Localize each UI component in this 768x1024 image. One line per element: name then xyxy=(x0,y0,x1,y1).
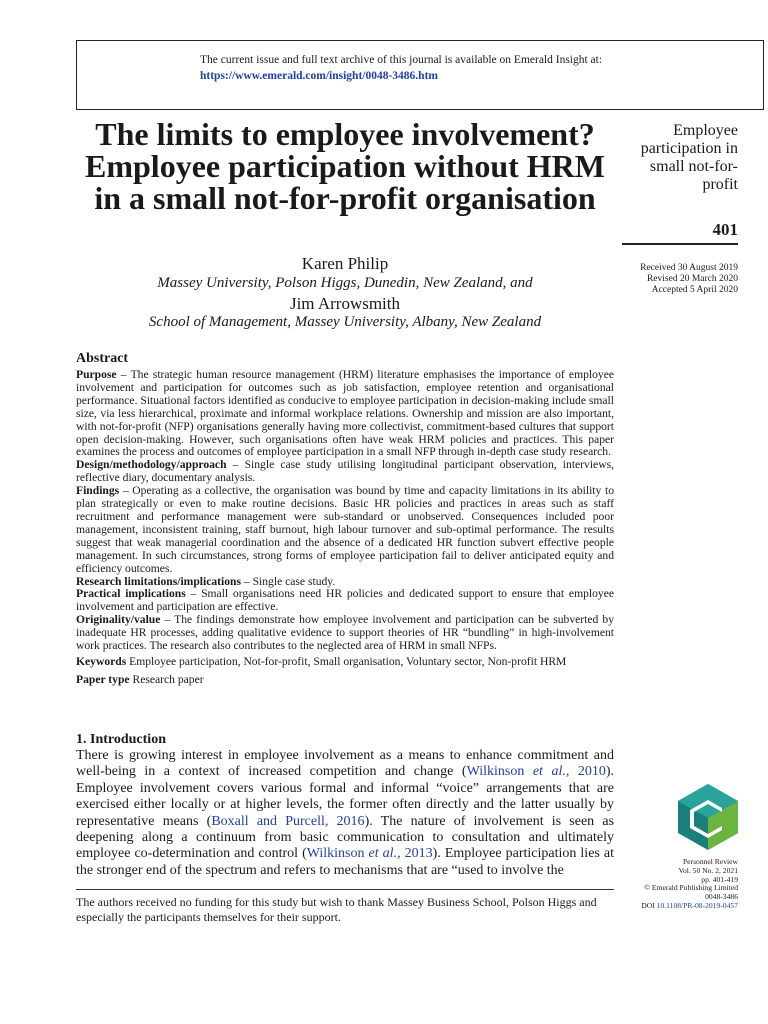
author-affiliation: School of Management, Massey University, Albany, New Zealand xyxy=(148,314,542,330)
findings-text: – Operating as a collective, the organisation was bound by time and capacity limitations in its ability to plan strategically or even to make routine decisions. Basic HR policies and practices in areas such as staff recruitment and performance management were sub-standard or unobserved. Consequences included poor management, inconsistent training, staff burnout, high labour turnover and sub-optimal performance. The results suggest that weak managerial coordination and the absence of a dedicated HR function subvert effective people management. In such circumstances, strong forms of employee participation fail to deliver anticipated equity and efficiency outcomes. xyxy=(76,484,614,575)
intro-text: ). Employee participation lies at the stronger end of the spectrum and refers to mechanisms that are “used to involve the xyxy=(76,846,614,878)
intro-text: ). Employee involvement covers various formal and informal “voice” arrangements that are exercised either locally or at higher levels, the former often directly and the latter usually by representative means ( xyxy=(76,764,615,829)
sidebar-rule xyxy=(622,243,738,245)
originality-label: Originality/value xyxy=(76,613,161,627)
abstract-originality xyxy=(76,614,614,653)
doi-label: DOI xyxy=(641,900,657,910)
practical-label: Practical implications xyxy=(76,587,186,601)
journal-issn: 0048-3486 xyxy=(705,892,738,902)
limitations-text: – Single case study. xyxy=(241,574,336,588)
crossmark-logo-icon[interactable] xyxy=(676,782,740,852)
citation-author: Wilkinson xyxy=(466,764,533,780)
practical-text: – Small organisations need HR policies and dedicated support to ensure that employee involvement and participation are effective. xyxy=(76,587,614,614)
intro-paragraph xyxy=(76,748,614,879)
received-date: Received 30 August 2019 xyxy=(640,263,738,273)
abstract-body xyxy=(76,369,614,687)
limitations-label: Research limitations/implications xyxy=(76,574,241,588)
accepted-date: Accepted 5 April 2020 xyxy=(651,285,738,295)
keywords-text: Employee participation, Not-for-profit, Small organisation, Voluntary sector, Non-profit HRM xyxy=(126,654,567,668)
page-number: 401 xyxy=(712,220,738,239)
author-affiliation: Massey University, Polson Higgs, Dunedin, New Zealand, and xyxy=(157,275,533,291)
citation-etal: et al. xyxy=(368,846,398,862)
originality-text: – The findings demonstrate how employee involvement and participation can be subverted by inadequate HR processes, adding qualitative evidence to support theories of HR “bundling” in high-involvement work practices. The research also contributes to the neglected area of HRM in small NFPs. xyxy=(76,613,614,653)
intro-text: ). The nature of involvement is seen as deepening along a continuum from basic communication to consultation and ultimately employee co-determination and control ( xyxy=(76,813,614,862)
paper-type-text: Research paper xyxy=(129,672,204,686)
footnote-rule xyxy=(76,889,614,890)
article-dates xyxy=(600,263,738,296)
banner-line: The current issue and full text archive of this journal is available on Emerald Insight at: xyxy=(200,54,603,66)
citation-author: Wilkinson xyxy=(306,846,369,862)
paper-title: The limits to employee involvement? Employee participation without HRM in a small not-for-profit organisation xyxy=(85,116,605,216)
purpose-label: Purpose xyxy=(76,368,117,381)
journal-volume: Vol. 50 No. 2, 2021 xyxy=(678,865,738,875)
design-label: Design/methodology/approach xyxy=(76,458,227,472)
journal-name: Personnel Review xyxy=(682,857,738,866)
journal-publisher: © Emerald Publishing Limited xyxy=(644,883,738,893)
purpose-text: – The strategic human resource management (HRM) literature emphasises the importance of employee involvement and participation for outcomes such as job satisfaction, employee retention and organisational performance. Situational factors identified as conducive to employee participation in decision-making include small size, via less hierarchical, proximate and informal workplace relations. Ownership and mission are also important, with not-for-profit (NFP) organisations generally having more collectivist, commitment-based cultures that support open decision-making. However, such organisations often have weak HRM policies and practices. This paper examines the process and outcomes of employee participation in a small NFP through in-depth case study research. xyxy=(76,368,614,459)
keywords-label: Keywords xyxy=(76,654,127,668)
abstract-findings xyxy=(76,485,614,575)
journal-doi xyxy=(600,902,738,911)
doi-link[interactable]: 10.1108/PR-08-2019-0457 xyxy=(656,900,738,910)
running-title: Employee participation in small not-for-profit xyxy=(640,122,738,193)
design-text: – Single case study utilising longitudinal participant observation, interviews, reflective diary, documentary analysis. xyxy=(76,458,614,485)
intro-text: There is growing interest in employee involvement as a means to enhance commitment and well-being in a context of increased competition and change ( xyxy=(76,748,614,780)
author-name: Jim Arrowsmith xyxy=(289,294,401,313)
abstract-keywords xyxy=(76,656,614,669)
abstract-heading: Abstract xyxy=(76,351,129,366)
citation-link[interactable]: Boxall and Purcell, 2016 xyxy=(211,813,365,829)
abstract-practical xyxy=(76,588,614,614)
findings-label: Findings xyxy=(76,484,120,498)
abstract-paper-type xyxy=(76,674,614,687)
section-heading: 1. Introduction xyxy=(76,732,166,747)
citation-year: , 2013 xyxy=(397,846,433,862)
citation-etal: et al. xyxy=(532,764,566,780)
citation-year: , 2010 xyxy=(565,764,606,780)
journal-pages: pp. 401-419 xyxy=(701,874,738,884)
citation-link[interactable] xyxy=(307,846,433,861)
abstract-purpose xyxy=(76,369,614,459)
citation-link[interactable] xyxy=(467,764,606,779)
abstract-design xyxy=(76,459,614,485)
banner-text xyxy=(200,52,602,84)
journal-info xyxy=(600,858,738,911)
journal-url-link[interactable]: https://www.emerald.com/insight/0048-3486.htm xyxy=(200,70,438,82)
funding-footnote: The authors received no funding for this study but wish to thank Massey Business School, Polson Higgs and especially the participants themselves for their support. xyxy=(76,895,597,924)
author-name: Karen Philip xyxy=(301,254,389,273)
paper-type-label: Paper type xyxy=(76,672,130,686)
revised-date: Revised 20 March 2020 xyxy=(646,274,738,284)
